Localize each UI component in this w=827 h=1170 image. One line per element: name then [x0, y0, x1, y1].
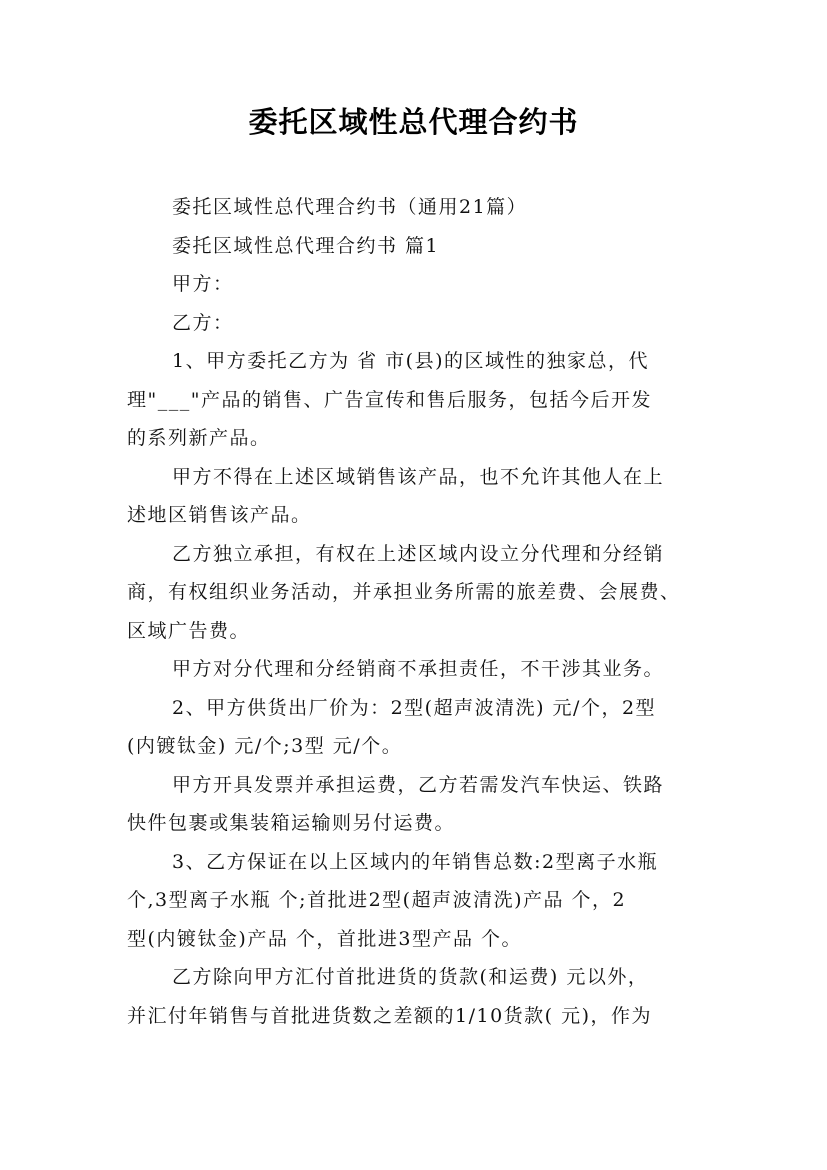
- text-line: 甲方开具发票并承担运费，乙方若需发汽车快运、铁路: [172, 773, 665, 796]
- document-body: [127, 188, 705, 1035]
- text-line: 甲方不得在上述区域销售该产品，也不允许其他人在上: [172, 465, 665, 488]
- text-line: 委托区域性总代理合约书（通用21篇）: [172, 196, 528, 218]
- text-line: 个,3型离子水瓶 个;首批进2型(超声波清洗)产品 个，2: [127, 889, 627, 911]
- text-line: 甲方：: [172, 273, 234, 295]
- text-line: 的系列新产品。: [127, 427, 271, 449]
- text-line: 述地区销售该产品。: [127, 504, 312, 526]
- text-line: 甲方对分代理和分经销商不承担责任，不干涉其业务。: [172, 658, 665, 680]
- text-line: 1、甲方委托乙方为 省 市(县)的区域性的独家总，代: [172, 350, 649, 372]
- text-line: 乙方独立承担，有权在上述区域内设立分代理和分经销: [172, 542, 665, 565]
- text-line: 区域广告费。: [127, 619, 251, 642]
- text-line: 2、甲方供货出厂价为：2型(超声波清洗) 元/个，2型: [172, 696, 657, 719]
- text-line: 理"___"产品的销售、广告宣传和售后服务，包括今后开发: [127, 388, 652, 411]
- text-line: (内镀钛金) 元/个;3型 元/个。: [127, 735, 403, 757]
- text-line: 型(内镀钛金)产品 个，首批进3型产品 个。: [127, 927, 522, 950]
- text-line: 并汇付年销售与首批进货数之差额的1/10货款( 元)，作为: [127, 1004, 653, 1027]
- text-line: 快件包裹或集装箱运输则另付运费。: [127, 812, 456, 834]
- document-title: 委托区域性总代理合约书: [248, 105, 579, 139]
- text-line: 委托区域性总代理合约书 篇1: [172, 234, 440, 257]
- text-line: 乙方：: [172, 311, 234, 334]
- text-line: 3、乙方保证在以上区域内的年销售总数:2型离子水瓶: [172, 850, 659, 873]
- text-line: 乙方除向甲方汇付首批进货的货款(和运费) 元以外，: [172, 966, 649, 988]
- text-line: 商，有权组织业务活动，并承担业务所需的旅差费、会展费、: [127, 581, 681, 603]
